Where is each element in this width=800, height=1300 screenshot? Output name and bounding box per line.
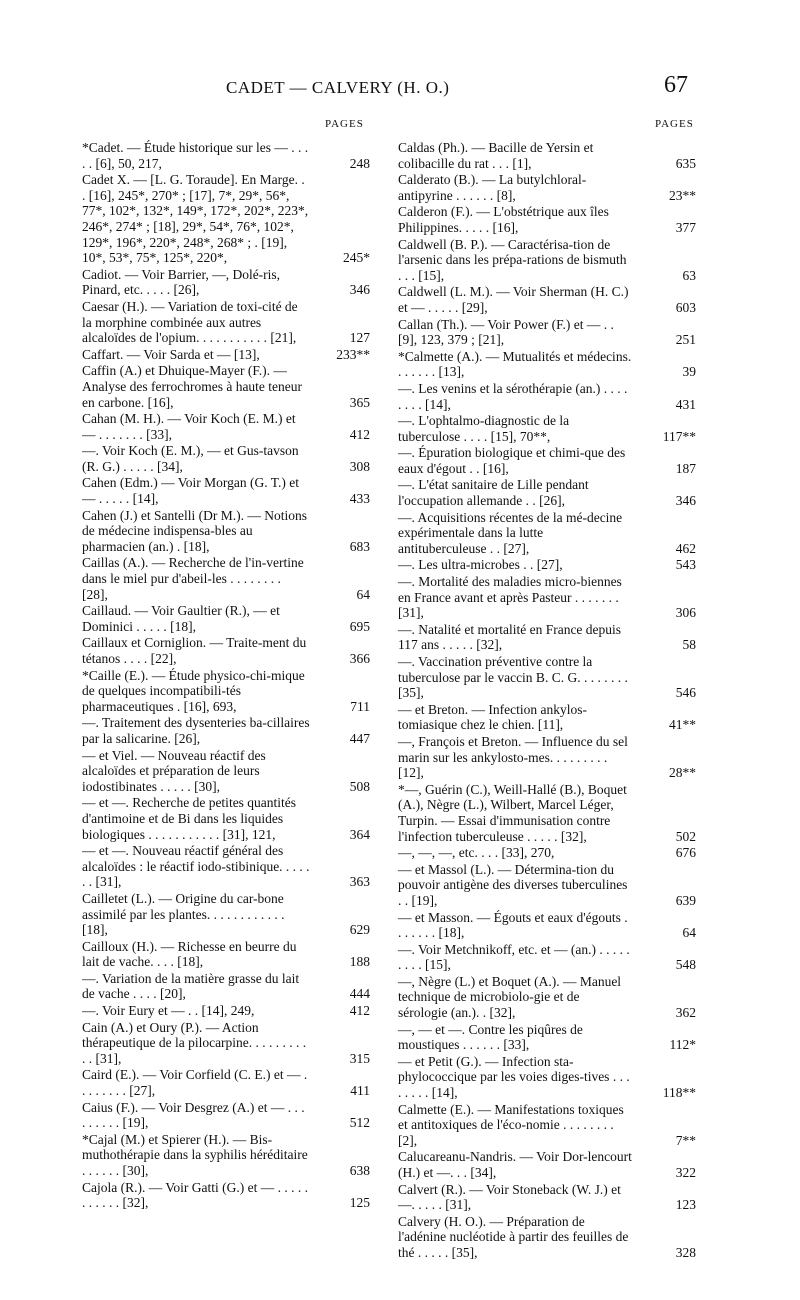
index-entry bbox=[82, 939, 378, 970]
entry-text: Caillaud. — Voir Gaultier (R.), — et Dominici . . . . . [18], bbox=[82, 603, 280, 634]
index-entry bbox=[398, 349, 708, 380]
entry-page-number: 64 bbox=[682, 925, 696, 941]
entry-page-number: 112* bbox=[669, 1037, 696, 1053]
entry-page-number: 233** bbox=[336, 346, 370, 362]
entry-text: Caldwell (L. M.). — Voir Sherman (H. C.) et — . . . . . [29], bbox=[398, 284, 629, 315]
entry-text: —. Acquisitions récentes de la mé-decine expérimentale dans la lutte antituberculeuse . . [27], bbox=[398, 509, 623, 556]
entry-page-number: 306 bbox=[675, 605, 696, 621]
entry-text: Caldwell (B. P.). — Caractérisa-tion de l'arsenic dans les prépa-rations de bismuth . . . [15], bbox=[398, 236, 627, 283]
index-entry bbox=[82, 172, 378, 266]
entry-page-number: 711 bbox=[350, 698, 370, 714]
index-entry bbox=[398, 1214, 708, 1261]
entry-text: Cadiot. — Voir Barrier, —, Dolé-ris, Pinard, etc. . . . . [26], bbox=[82, 266, 281, 298]
page-number: 67 bbox=[664, 72, 688, 98]
index-entry bbox=[398, 284, 708, 315]
index-entry bbox=[398, 317, 708, 348]
entry-page-number: 412 bbox=[349, 1003, 370, 1019]
entry-page-number: 543 bbox=[675, 557, 696, 573]
entry-page-number: 58 bbox=[682, 637, 696, 653]
entry-text: *Cadet. — Étude historique sur les — . . . . . [6], 50, 217, bbox=[82, 140, 309, 171]
index-entry bbox=[398, 702, 708, 733]
entry-text: Caffart. — Voir Sarda et — [13], bbox=[82, 346, 260, 362]
entry-page-number: 462 bbox=[675, 540, 696, 556]
index-entry bbox=[398, 574, 708, 621]
entry-text: *Cajal (M.) et Spierer (H.). — Bis-muthothérapie dans la syphilis héréditaire . . . . . . [30], bbox=[82, 1131, 308, 1178]
index-entry bbox=[398, 782, 708, 844]
entry-page-number: 364 bbox=[349, 826, 370, 842]
entry-text: *Caille (E.). — Étude physico-chi-mique de quelques incompatibili-tés pharmaceutiques . [16], 693, bbox=[82, 667, 305, 714]
entry-text: Caesar (H.). — Variation de toxi-cité de la morphine combinée aux autres alcaloïdes de l'opium. . . . . . . . . . . [21], bbox=[82, 298, 298, 346]
entry-page-number: 447 bbox=[349, 730, 370, 746]
index-entry bbox=[398, 445, 708, 476]
index-entry bbox=[82, 267, 378, 298]
entry-text: —, — et —. Contre les piqûres de moustiques . . . . . . [33], bbox=[398, 1021, 583, 1053]
entry-page-number: 411 bbox=[350, 1083, 370, 1099]
index-entry bbox=[82, 668, 378, 715]
entry-page-number: 127 bbox=[349, 330, 370, 346]
index-entry bbox=[82, 971, 378, 1002]
entry-page-number: 64 bbox=[356, 586, 370, 602]
index-entry bbox=[398, 1102, 708, 1149]
entry-text: Calmette (E.). — Manifestations toxiques et antitoxiques de l'éco-nomie . . . . . . . . [2], bbox=[398, 1101, 624, 1148]
entry-page-number: 308 bbox=[349, 458, 370, 474]
entry-text: —. Les venins et la sérothérapie (an.) . . . . . . . . [14], bbox=[398, 380, 628, 412]
entry-page-number: 251 bbox=[675, 332, 696, 348]
index-entry bbox=[398, 413, 708, 444]
entry-page-number: 412 bbox=[349, 426, 370, 442]
index-entry bbox=[398, 974, 708, 1021]
entry-page-number: 695 bbox=[349, 618, 370, 634]
entry-text: Cajola (R.). — Voir Gatti (G.) et — . . . . . . . . . . . [32], bbox=[82, 1179, 308, 1211]
entry-text: — et —. Recherche de petites quantités d'antimoine et de Bi dans les liquides biologiques . . . . . . . . . . . [31], 121, bbox=[82, 795, 297, 842]
entry-text: —, François et Breton. — Influence du sel marin sur les ankylosto-mes. . . . . . . . . [12], bbox=[398, 733, 628, 781]
index-entry bbox=[82, 1100, 378, 1131]
index-entry bbox=[82, 1003, 378, 1019]
entry-page-number: 683 bbox=[349, 538, 370, 554]
entry-text: Cain (A.) et Oury (P.). — Action thérapeutique de la pilocarpine. . . . . . . . . . . [31], bbox=[82, 1019, 307, 1066]
index-column-left bbox=[82, 140, 378, 1212]
entry-text: Cadet X. — [L. G. Toraude]. En Marge. . . [16], 245*, 270* ; [17], 7*, 29*, 56*, 77*, 102*, 132*, 149*, 172*, 202*, 223*, 246*, 274* ; [18], 29*, 54*, 76*, 102*, 129*, 196*, 220*, 248*, 268* ; . [19], 10*, 53*, 75*, 125*, 220*, bbox=[82, 172, 309, 266]
entry-text: Cahen (Edm.) — Voir Morgan (G. T.) et — . . . . . [14], bbox=[82, 475, 299, 507]
entry-text: —. Voir Metchnikoff, etc. et — (an.) . . . . . . . . . [15], bbox=[398, 941, 630, 973]
index-entry bbox=[398, 1022, 708, 1053]
entry-text: Caffin (A.) et Dhuique-Mayer (F.). — Analyse des ferrochromes à haute teneur en carbone. [16], bbox=[82, 363, 303, 410]
index-entry bbox=[398, 477, 708, 508]
entry-page-number: 365 bbox=[349, 394, 370, 410]
index-entry bbox=[82, 475, 378, 506]
entry-text: Caird (E.). — Voir Corfield (C. E.) et — . . . . . . . . [27], bbox=[82, 1067, 308, 1099]
entry-text: *Calmette (A.). — Mutualités et médecins. . . . . . . [13], bbox=[398, 348, 632, 380]
entry-page-number: 433 bbox=[349, 491, 370, 507]
index-entry bbox=[82, 748, 378, 795]
index-entry bbox=[398, 172, 708, 203]
entry-text: Cahen (J.) et Santelli (Dr M.). — Notions de médecine indispensa-bles au pharmacien (an.) . [18], bbox=[82, 507, 307, 554]
entry-text: Calvert (R.). — Voir Stoneback (W. J.) et —. . . . . [31], bbox=[398, 1181, 621, 1213]
entry-page-number: 188 bbox=[349, 954, 370, 970]
entry-text: —. Les ultra-microbes . . [27], bbox=[398, 557, 563, 573]
entry-text: Caillas (A.). — Recherche de l'in-vertine dans le miel pur d'abeil-les . . . . . . . . [28], bbox=[82, 555, 304, 602]
entry-page-number: 502 bbox=[675, 828, 696, 844]
entry-page-number: 125 bbox=[349, 1195, 370, 1211]
entry-text: —. Voir Koch (E. M.), — et Gus-tavson (R. G.) . . . . . [34], bbox=[82, 443, 299, 474]
entry-text: —, Nègre (L.) et Boquet (A.). — Manuel technique de microbiolo-gie et de sérologie (an.). . [32], bbox=[398, 973, 622, 1021]
entry-page-number: 362 bbox=[675, 1005, 696, 1021]
pages-column-label-left: PAGES bbox=[325, 118, 364, 130]
entry-text: Cahan (M. H.). — Voir Koch (E. M.) et — . . . . . . . [33], bbox=[82, 411, 296, 442]
entry-text: —. L'ophtalmo-diagnostic de la tuberculose . . . . [15], 70**, bbox=[398, 413, 570, 444]
index-entry bbox=[82, 1132, 378, 1179]
entry-page-number: 322 bbox=[675, 1165, 696, 1180]
entry-page-number: 603 bbox=[675, 299, 696, 315]
index-entry bbox=[82, 555, 378, 602]
entry-page-number: 346 bbox=[349, 282, 370, 298]
index-entry bbox=[82, 635, 378, 666]
index-entry bbox=[82, 715, 378, 746]
index-entry bbox=[82, 140, 378, 171]
index-entry bbox=[398, 237, 708, 284]
entry-page-number: 635 bbox=[675, 155, 696, 171]
entry-text: — et —. Nouveau réactif général des alcaloïdes : le réactif iodo-stibinique. . . . . . . [31], bbox=[82, 843, 310, 890]
index-entry bbox=[398, 862, 708, 909]
entry-text: — et Masson. — Égouts et eaux d'égouts . . . . . . . [18], bbox=[398, 909, 628, 941]
entry-text: Calvery (H. O.). — Préparation de l'adénine nucléotide à partir des feuilles de thé . . . . . [35], bbox=[398, 1213, 629, 1260]
index-entry bbox=[398, 140, 708, 171]
entry-text: —, —, —, etc. . . . [33], 270, bbox=[398, 845, 555, 861]
index-entry bbox=[82, 411, 378, 442]
entry-text: *—, Guérin (C.), Weill-Hallé (B.), Boquet (A.), Nègre (L.), Wilbert, Marcel Léger, Turpin. — Essai d'immunisation contre l'infection tuberculeuse . . . . . [32], bbox=[398, 781, 627, 844]
index-entry bbox=[398, 381, 708, 412]
entry-page-number: 7** bbox=[675, 1132, 696, 1148]
entry-text: —. Voir Eury et — . . [14], 249, bbox=[82, 1003, 255, 1019]
entry-page-number: 248 bbox=[349, 155, 370, 171]
entry-page-number: 431 bbox=[675, 396, 696, 412]
entry-page-number: 28** bbox=[669, 765, 696, 781]
index-entry bbox=[82, 1180, 378, 1211]
index-entry bbox=[398, 845, 708, 861]
entry-page-number: 123 bbox=[675, 1197, 696, 1213]
index-entry bbox=[398, 1182, 708, 1213]
entry-page-number: 639 bbox=[675, 892, 696, 908]
entry-text: Calucareanu-Nandris. — Voir Dor-lencourt (H.) et —. . . [34], bbox=[398, 1149, 632, 1180]
index-entry bbox=[82, 603, 378, 634]
index-entry bbox=[398, 1149, 708, 1180]
entry-page-number: 39 bbox=[682, 364, 696, 380]
entry-text: Callan (Th.). — Voir Power (F.) et — . . [9], 123, 379 ; [21], bbox=[398, 316, 614, 348]
entry-text: Caldas (Ph.). — Bacille de Yersin et colibacille du rat . . . [1], bbox=[398, 140, 594, 171]
index-entry bbox=[82, 443, 378, 474]
entry-page-number: 508 bbox=[349, 778, 370, 794]
entry-text: Caillaux et Corniglion. — Traite-ment du tétanos . . . . [22], bbox=[82, 635, 307, 666]
index-entry bbox=[82, 347, 378, 363]
entry-page-number: 245* bbox=[343, 250, 370, 266]
index-entry bbox=[398, 1054, 708, 1101]
entry-page-number: 117** bbox=[662, 428, 696, 444]
entry-text: —. Mortalité des maladies micro-biennes en France avant et après Pasteur . . . . . . . [31], bbox=[398, 574, 622, 621]
index-entry bbox=[398, 622, 708, 653]
index-entry bbox=[398, 510, 708, 557]
entry-page-number: 363 bbox=[349, 874, 370, 890]
entry-page-number: 638 bbox=[349, 1163, 370, 1178]
entry-page-number: 444 bbox=[349, 986, 370, 1002]
index-entry bbox=[398, 910, 708, 941]
entry-text: —. Vaccination préventive contre la tuberculose par le vaccin B. C. G. . . . . . . . [35], bbox=[398, 654, 628, 701]
entry-page-number: 63 bbox=[682, 267, 696, 283]
index-entry bbox=[82, 891, 378, 938]
index-entry bbox=[82, 843, 378, 890]
entry-page-number: 187 bbox=[675, 460, 696, 476]
entry-page-number: 676 bbox=[675, 845, 696, 861]
entry-text: Cailletet (L.). — Origine du car-bone assimilé par les plantes. . . . . . . . . . . . [18], bbox=[82, 890, 285, 938]
entry-page-number: 328 bbox=[675, 1244, 696, 1260]
index-entry bbox=[82, 1020, 378, 1067]
index-entry bbox=[398, 204, 708, 235]
entry-text: Caius (F.). — Voir Desgrez (A.) et — . . . . . . . . . [19], bbox=[82, 1099, 305, 1131]
index-column-right bbox=[398, 140, 708, 1262]
entry-text: Calderon (F.). — L'obstétrique aux îles Philippines. . . . . [16], bbox=[398, 204, 609, 235]
entry-page-number: 118** bbox=[662, 1085, 696, 1101]
entry-text: —. Natalité et mortalité en France depuis 117 ans . . . . . [32], bbox=[398, 621, 622, 653]
entry-text: —. Traitement des dysenteries ba-cillaires par la salicarine. [26], bbox=[82, 715, 310, 746]
index-entry bbox=[398, 942, 708, 973]
entry-text: —. Épuration biologique et chimi-que des eaux d'égout . . [16], bbox=[398, 445, 626, 476]
entry-page-number: 546 bbox=[675, 685, 696, 701]
entry-text: — et Massol (L.). — Détermina-tion du pouvoir antigène des diverses tuberculines . . [19], bbox=[398, 861, 628, 908]
entry-text: Cailloux (H.). — Richesse en beurre du lait de vache. . . . [18], bbox=[82, 938, 297, 970]
index-entry bbox=[398, 654, 708, 701]
pages-column-label-right: PAGES bbox=[655, 118, 694, 130]
entry-page-number: 629 bbox=[349, 922, 370, 938]
entry-page-number: 512 bbox=[349, 1115, 370, 1131]
running-title: CADET — CALVERY (H. O.) bbox=[226, 78, 450, 97]
index-entry bbox=[398, 734, 708, 781]
entry-page-number: 315 bbox=[349, 1050, 370, 1066]
index-entry bbox=[82, 508, 378, 555]
entry-text: — et Petit (G.). — Infection sta-phylococcique par les voies diges-tives . . . . . . . . [14], bbox=[398, 1053, 630, 1101]
entry-text: — et Breton. — Infection ankylos-tomiasique chez le chien. [11], bbox=[398, 701, 587, 733]
entry-text: —. L'état sanitaire de Lille pendant l'occupation allemande . . [26], bbox=[398, 477, 589, 509]
index-entry bbox=[82, 795, 378, 842]
entry-page-number: 41** bbox=[669, 717, 696, 733]
entry-page-number: 548 bbox=[675, 957, 696, 973]
entry-page-number: 377 bbox=[675, 219, 696, 235]
entry-page-number: 23** bbox=[669, 187, 696, 203]
entry-text: Calderato (B.). — La butylchloral-antipyrine . . . . . . [8], bbox=[398, 172, 587, 203]
index-entry bbox=[82, 363, 378, 410]
index-entry bbox=[82, 1067, 378, 1098]
entry-page-number: 366 bbox=[349, 651, 370, 666]
page-header bbox=[0, 70, 800, 110]
index-entry bbox=[82, 299, 378, 346]
entry-text: —. Variation de la matière grasse du lait de vache . . . . [20], bbox=[82, 970, 300, 1002]
entry-page-number: 346 bbox=[675, 493, 696, 509]
index-entry bbox=[398, 557, 708, 573]
entry-text: — et Viel. — Nouveau réactif des alcaloïdes et préparation de leurs iodostibinates . . . . . [30], bbox=[82, 747, 266, 794]
